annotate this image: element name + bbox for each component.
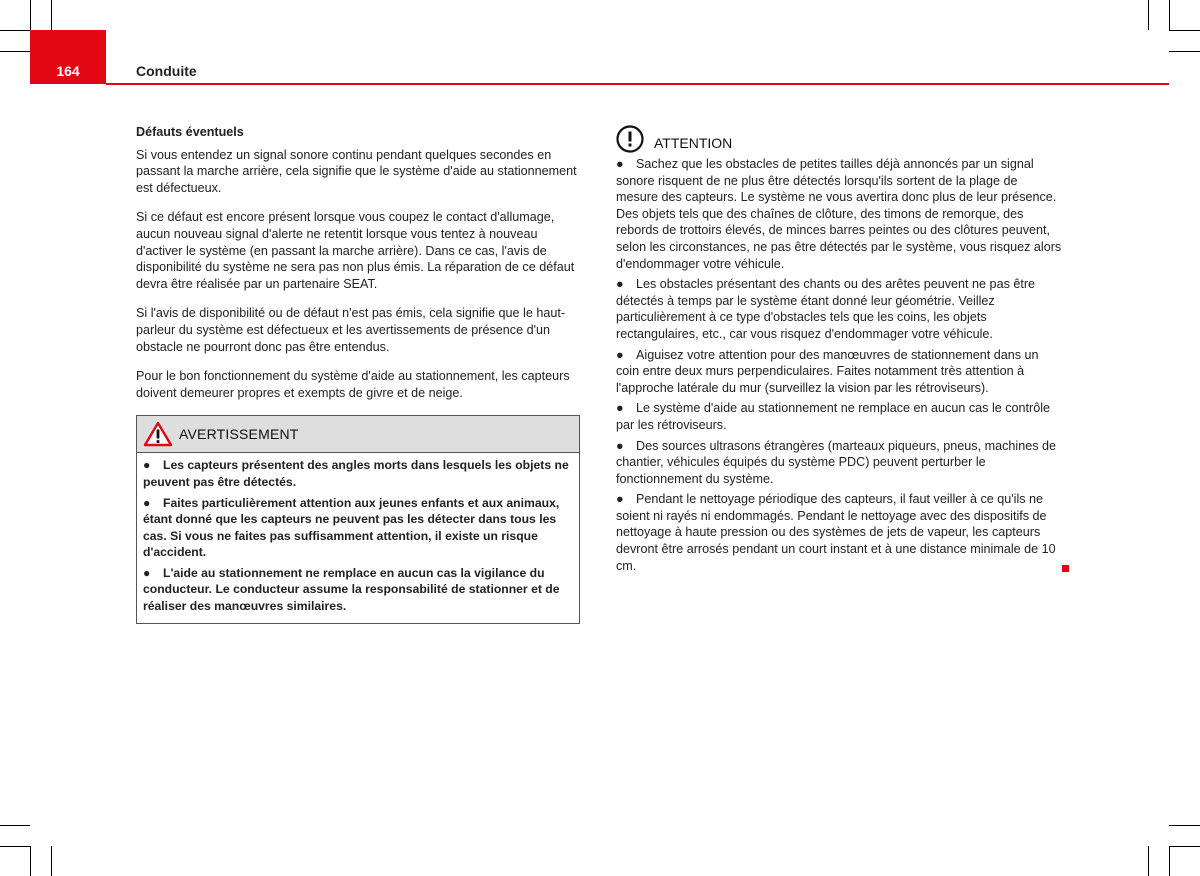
warning-item-text: Faites particulièrement attention aux jeunes enfants et aux animaux, étant donné que les capteurs ne peuvent pas les détecter dans tous les cas. Si vous ne faites pas suffisamment attention, il existe un risque d'accident. — [143, 495, 560, 560]
crop-mark — [51, 846, 52, 876]
attention-header — [616, 124, 1062, 154]
attention-item-text: Les obstacles présentant des chants ou des arêtes peuvent ne pas être détectés à temps par le système étant donné leur géométrie. Veillez particulièrement à ce type d'obstacles tels que les coins, les objets rectangulaires, etc., car vous risquez d'endommager votre véhicule. — [616, 277, 1036, 341]
crop-mark — [1169, 30, 1200, 31]
paragraph: Si vous entendez un signal sonore continu pendant quelques secondes en passant la marche arrière, cela signifie que le système d'aide au stationnement est défectueux. — [136, 147, 577, 195]
paragraph: Si l'avis de disponibilité ou de défaut n'est pas émis, cela signifie que le haut-parleur du système est défectueux et les avertissements de présence d'un obstacle ne pourront donc pas être entendus. — [136, 306, 566, 354]
warning-item-text: L'aide au stationnement ne remplace en aucun cas la vigilance du conducteur. Le conducteur assume la responsabilité de stationner et de réaliser des manœuvres similaires. — [143, 565, 560, 614]
crop-mark — [1148, 0, 1149, 30]
section-title: Conduite — [136, 63, 197, 79]
page-number: 164 — [56, 63, 80, 79]
exclamation-circle-icon — [616, 125, 644, 153]
right-column — [616, 124, 1062, 578]
crop-mark — [30, 0, 31, 30]
attention-item — [616, 400, 1062, 433]
crop-mark — [1148, 846, 1149, 876]
crop-mark — [30, 846, 31, 876]
attention-item — [616, 438, 1062, 488]
bullet: ● — [616, 157, 624, 171]
crop-mark — [0, 30, 30, 31]
warning-item-text: Les capteurs présentent des angles morts dans lesquels les objets ne peuvent pas être détectés. — [143, 458, 569, 489]
crop-mark — [1169, 0, 1170, 30]
warning-item — [143, 565, 573, 615]
attention-item-text: Aiguisez votre attention pour des manœuvres de stationnement dans un coin entre deux murs perpendiculaires. Faites notamment très attention à l'approche latérale du mur (surveillez la vision par les rétroviseurs). — [616, 347, 1039, 395]
end-of-section-marker — [1062, 565, 1069, 572]
bullet: ● — [143, 458, 151, 473]
bullet: ● — [616, 492, 624, 507]
attention-item — [616, 491, 1062, 574]
crop-mark — [1169, 51, 1200, 52]
bullet: ● — [616, 277, 624, 292]
attention-item-text: Sachez que les obstacles de petites tailles déjà annoncés par un signal sonore risquent de ne plus être détectés lorsqu'ils sortent de la plage de mesure des capteurs. Le système ne vous avertira donc plus de leur présence. Des objets tels que des chaînes de clôture, des timons de remorque, des rebords de trottoirs élevés, de minces barres peintes ou des clôtures peuvent, selon les circonstances, ne pas être détectés par le système, vous risquez alors d'endommager votre véhicule. — [616, 157, 1062, 271]
warning-item — [143, 457, 573, 490]
paragraph: Si ce défaut est encore présent lorsque vous coupez le contact d'allumage, aucun nouveau signal d'alerte ne retentit lorsque vous tentez à nouveau d'activer le système (en passant la marche arrière). Dans ce cas, l'avis de disponibilité du système ne sera pas non plus émis. La réparation de ce défaut devra être réalisée par un partenaire SEAT. — [136, 210, 575, 291]
crop-mark — [1169, 846, 1200, 847]
bullet: ● — [616, 438, 624, 453]
crop-mark — [0, 51, 30, 52]
warning-header — [137, 416, 579, 453]
crop-mark — [0, 825, 30, 826]
crop-mark — [1169, 846, 1170, 876]
crop-mark — [51, 0, 52, 30]
header-rule — [106, 83, 1169, 85]
warning-box — [136, 415, 580, 623]
warning-title: AVERTISSEMENT — [179, 426, 299, 443]
crop-mark — [0, 846, 30, 847]
bullet: ● — [143, 565, 151, 580]
bullet: ● — [143, 495, 151, 510]
paragraph: Pour le bon fonctionnement du système d'aide au stationnement, les capteurs doivent demeurer propres et exempts de givre et de neige. — [136, 369, 570, 400]
bullet: ● — [616, 401, 624, 416]
attention-item — [616, 156, 1062, 272]
crop-mark — [1169, 825, 1200, 826]
warning-triangle-icon — [143, 421, 173, 447]
attention-item-text: Des sources ultrasons étrangères (marteaux piqueurs, pneus, machines de chantier, véhicules équipés du système PDC) peuvent perturber le fonctionnement du système. — [616, 438, 1057, 486]
left-column — [136, 124, 582, 624]
attention-item — [616, 276, 1062, 342]
attention-item-text: Pendant le nettoyage périodique des capteurs, il faut veiller à ce qu'ils ne soient ni rayés ni endommagés. Pendant le nettoyage avec des dispositifs de nettoyage à haute pression ou des systèmes de jets de vapeur, les capteurs devront être arrosés pendant un court instant et à une distance minimale de 10 cm. — [616, 492, 1056, 573]
warning-body — [137, 453, 579, 622]
warning-item — [143, 495, 573, 561]
attention-item — [616, 347, 1062, 397]
attention-title: ATTENTION — [654, 135, 733, 151]
subheading: Défauts éventuels — [136, 125, 244, 139]
bullet: ● — [616, 347, 624, 362]
attention-item-text: Le système d'aide au stationnement ne remplace en aucun cas le contrôle par les rétroviseurs. — [616, 401, 1051, 432]
